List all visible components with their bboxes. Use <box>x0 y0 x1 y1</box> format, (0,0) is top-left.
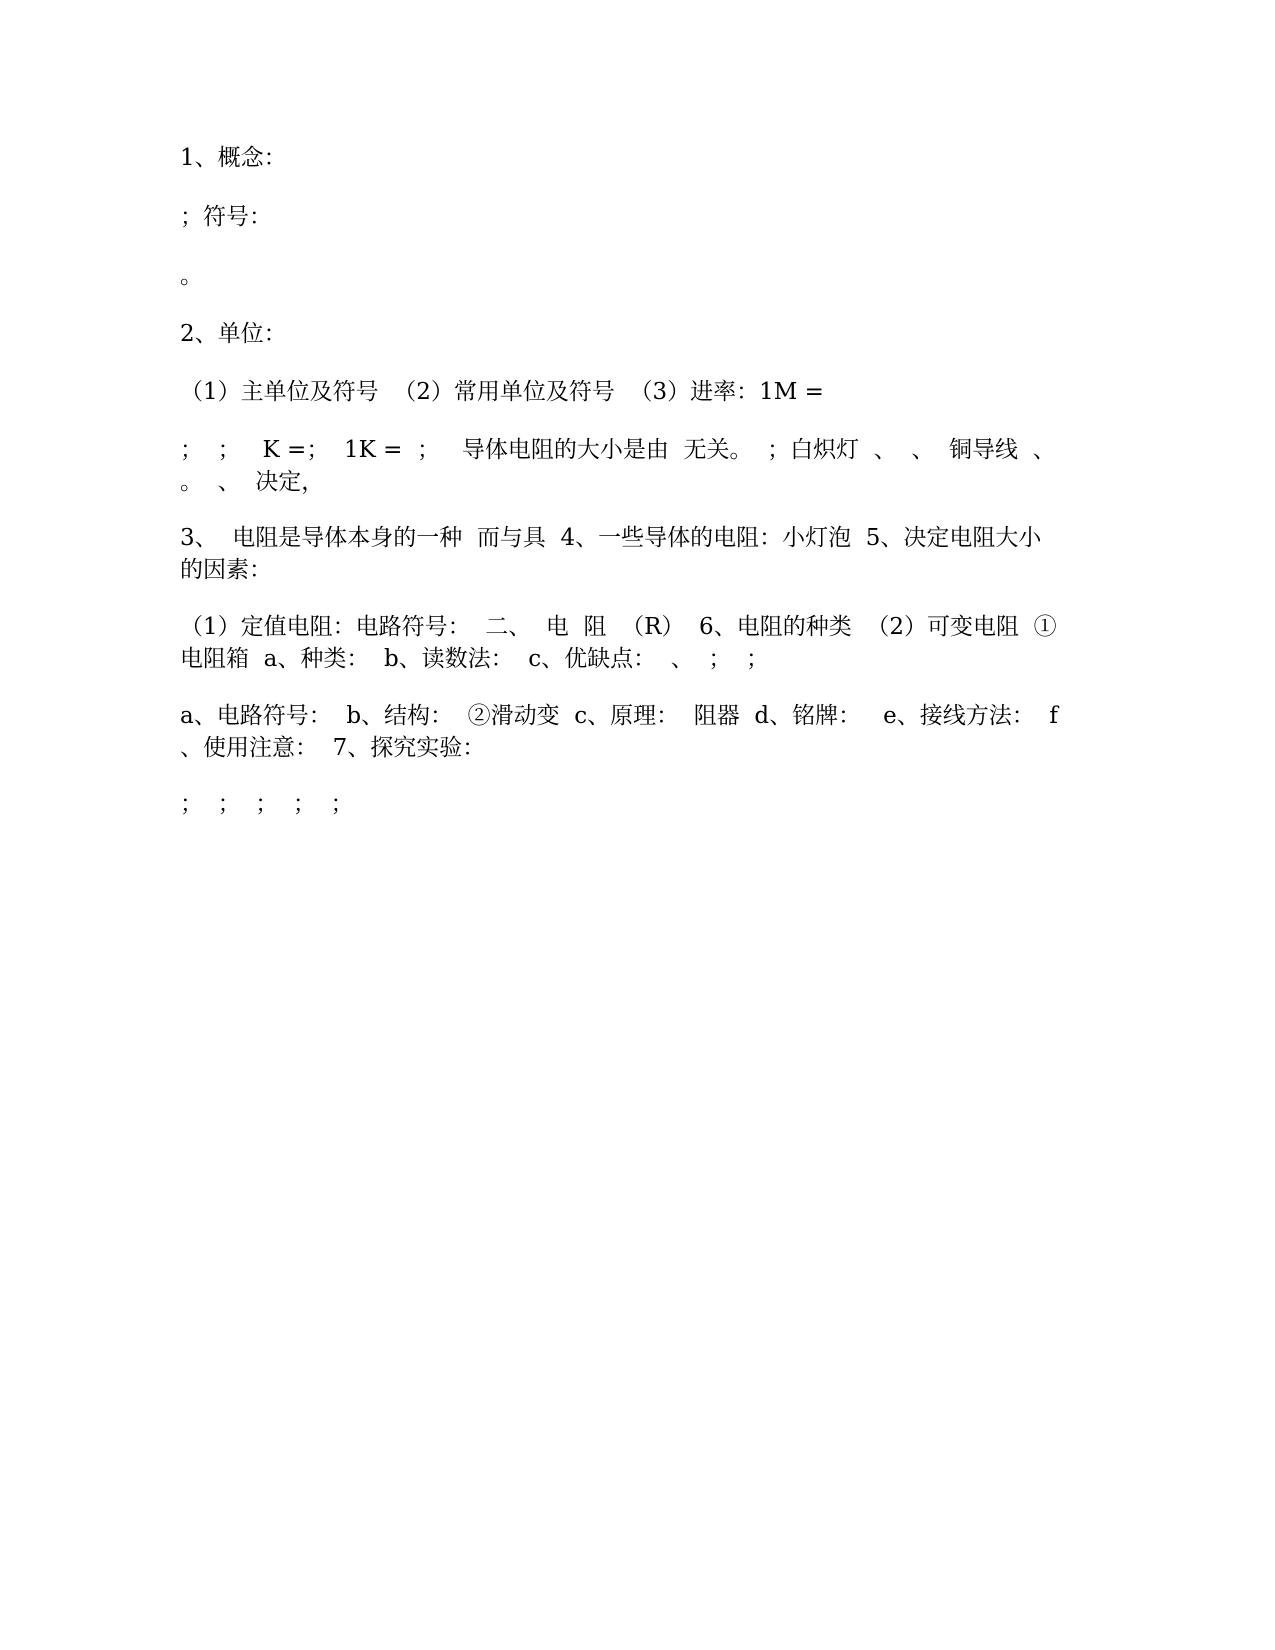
paragraph-conversion: ； ； K =； 1K = ； 导体电阻的大小是由 无关。 ；白炽灯 、 、 铜导线 、 。 、 决定， <box>180 437 1071 495</box>
paragraph-concept: 1、概念： <box>180 145 287 171</box>
paragraph-blanks: ； ； ； ； ； <box>180 791 354 817</box>
paragraph-resistance-property: 3、 电阻是导体本身的一种 而与具 4、一些导体的电阻：小灯泡 5、决定电阻大小的因素： <box>180 525 1042 583</box>
paragraph-units: 2、单位： <box>180 321 287 347</box>
paragraph-resistor-types: （1）定值电阻：电路符号： 二、 电 阻 （R） 6、电阻的种类 （2）可变电阻 ①电阻箱 a、种类： b、读数法： c、优缺点： 、 ； ； <box>180 614 1057 672</box>
paragraph-symbol: ；符号： <box>180 204 272 230</box>
paragraph-unit-items: （1）主单位及符号 （2）常用单位及符号 （3）进率：1M = <box>180 379 824 405</box>
paragraph-period: 。 <box>180 263 203 289</box>
paragraph-rheostat: a、电路符号： b、结构： ②滑动变 c、原理： 阻器 d、铭牌： e、接线方法： f 、使用注意： 7、探究实验： <box>180 703 1073 761</box>
